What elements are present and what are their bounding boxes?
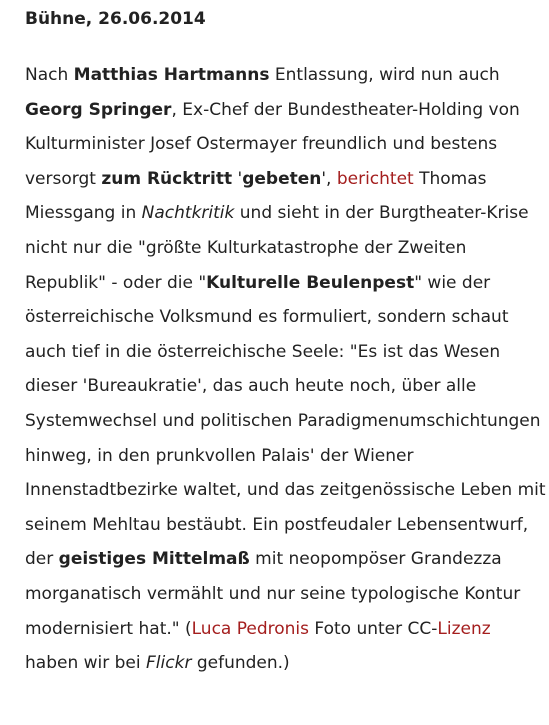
text-segment: , Ex-Chef der Bundestheater-Holding von Kulturminister Josef Ostermayer freundlich und bestens versorgt <box>25 99 520 189</box>
text-segment: Foto unter CC- <box>309 618 438 639</box>
bold-phrase-geistiges-mittelmass: geistiges Mittelmaß <box>58 549 250 570</box>
italic-nachtkritik: Nachtkritik <box>141 203 235 224</box>
text-segment: ', <box>321 168 337 189</box>
text-segment: und sieht in der Burgtheater-Krise nicht nur die "größte Kulturkatastrophe der Zweiten Republik" - oder die " <box>25 203 529 293</box>
link-berichtet[interactable]: berichtet <box>336 168 414 189</box>
link-luca-pedronis[interactable]: Luca Pedronis <box>191 618 310 639</box>
bold-name-matthias-hartmann: Matthias Hartmanns <box>73 65 270 85</box>
article-body <box>25 58 549 681</box>
section-date-heading: Bühne, 26.06.2014 <box>25 9 206 29</box>
bold-phrase-ruecktritt: zum Rücktritt <box>101 168 233 189</box>
text-segment: " wie der österreichische Volksmund es formuliert, sondern schaut auch tief in die österreichische Seele: "Es ist das Wesen dieser 'Bureaukratie', das auch heute noch, über alle Systemwechsel und politischen Paradigmenumschichtungen hinweg, in den prunkvollen Palais' der Wiener Innenstadtbezirke waltet, und das zeitgenössische Leben mit seinem Mehltau bestäubt. Ein postfeudaler Lebensentwurf, der <box>25 272 546 570</box>
link-lizenz[interactable]: Lizenz <box>437 618 491 639</box>
bold-word-gebeten: gebeten <box>242 168 322 189</box>
text-segment: mit neopompöser Grandezza morganatisch vermählt und nur seine typologische Kontur modernisiert hat." ( <box>25 549 521 639</box>
text-segment: Nach <box>25 65 74 85</box>
text-segment: ' <box>232 168 243 189</box>
text-segment: gefunden.) <box>191 653 290 674</box>
bold-name-georg-springer: Georg Springer <box>25 99 172 120</box>
bold-phrase-kulturelle-beulenpest: Kulturelle Beulenpest <box>206 272 415 293</box>
italic-flickr: Flickr <box>146 653 192 674</box>
text-segment: Thomas Miessgang in <box>25 168 487 224</box>
text-segment: Entlassung, wird nun auch <box>269 65 500 85</box>
text-segment: haben wir bei <box>25 653 147 674</box>
